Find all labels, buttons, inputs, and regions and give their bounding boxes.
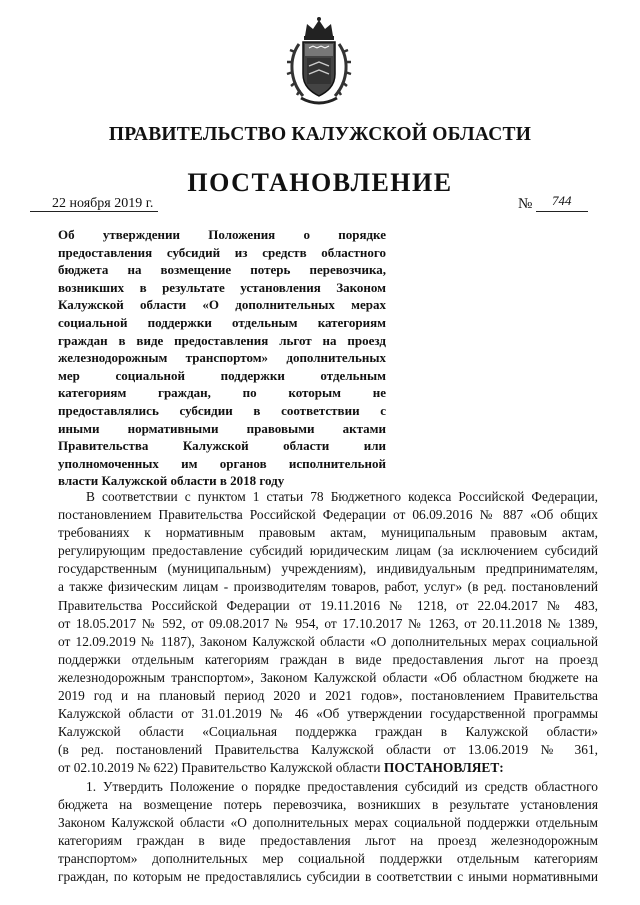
body-line-final-clause [58, 759, 598, 777]
body-line: категориям граждан в виде предоставления льгот на проезд железнодорожным [58, 832, 598, 848]
body-line: Правительства Российской Федерации от 19.11.2016 № 1218, от 22.04.2017 № 483, [58, 597, 598, 613]
title-line: власти Калужской области в 2018 году [58, 473, 285, 489]
body-line: постановлением Правительства Российской Федерации от 06.09.2016 № 887 «Об общих [58, 507, 598, 523]
body-line: железнодорожным транспортом», Законом Калужской области «Об областном бюджете на [58, 669, 598, 685]
body-line: от 18.05.2017 № 592, от 09.08.2017 № 954, от 17.10.2017 № 1263, от 20.11.2018 № 1389, [58, 615, 598, 631]
title-line: возникших в результате установления Законом [58, 279, 386, 295]
title-line: категориям граждан, по которым не [58, 385, 386, 401]
body-line: 1. Утвердить Положение о порядке предоставления субсидий из средств областного [86, 778, 598, 794]
title-line: иными нормативными правовыми актами [58, 420, 386, 436]
body-line: граждан, по которым не предоставлялись субсидии в соответствии с иными нормативными [58, 868, 598, 884]
title-line: бюджета на возмещение потерь перевозчика, [58, 262, 386, 278]
title-line: Об утверждении Положения о порядке [58, 227, 386, 242]
title-line: предоставлялись субсидии в соответствии с [58, 402, 386, 418]
number-underline [536, 211, 588, 212]
body-line: а также физическим лицам - производителям товаров, работ, услуг» (в ред. постановлений [58, 579, 598, 595]
body-line: от 12.09.2019 № 1187), Законом Калужской области «О дополнительных мерах социальной [58, 633, 598, 649]
title-line: граждан в виде предоставления льгот на проезд [58, 332, 386, 348]
body-line: поддержки отдельным категориям граждан в виде предоставления льгот на проезд [58, 651, 598, 667]
body-line: бюджета на возмещение потерь перевозчика, возникших в результате установления [58, 796, 598, 812]
date-underline [30, 211, 158, 212]
title-line: мер социальной поддержки отдельным [58, 367, 386, 383]
decree-word: ПОСТАНОВЛЯЕТ: [383, 760, 504, 776]
body-line: регулирующим предоставление субсидий юридическим лицам (за исключением субсидий [58, 543, 598, 559]
title-line: предоставления субсидий из средств областного [58, 244, 386, 260]
body-line: требованиях к нормативным правовым актам, муниципальным правовым актам, [58, 525, 598, 541]
title-line: уполномоченных им органов исполнительной [58, 455, 386, 471]
title-line: железнодорожным транспортом» дополнительных [58, 350, 386, 366]
body-line-text: от 02.10.2019 № 622) Правительство Калужской области [58, 760, 381, 776]
document-number: 744 [552, 193, 572, 208]
title-line: социальной поддержки отдельным категориям [58, 314, 386, 330]
body-line: Калужской области «Социальная поддержка граждан в Калужской области» [58, 724, 598, 740]
document-body [58, 488, 598, 886]
body-line: транспортом» дополнительных мер социальной поддержки отдельным категориям [58, 850, 598, 866]
body-line: Калужской области от 31.01.2019 № 46 «Об утверждении государственной программы [58, 706, 598, 722]
body-line: (в ред. постановлений Правительства Калужской области от 13.06.2019 № 361, [58, 742, 598, 758]
document-date: 22 ноября 2019 г. [52, 196, 154, 211]
document-number-label: № [518, 196, 533, 212]
title-line: Калужской области «О дополнительных мерах [58, 297, 386, 313]
organization-name: ПРАВИТЕЛЬСТВО КАЛУЖСКОЙ ОБЛАСТИ [108, 124, 532, 145]
document-type: ПОСТАНОВЛЕНИЕ [187, 168, 453, 197]
body-line: В соответствии с пунктом 1 статьи 78 Бюджетного кодекса Российской Федерации, [86, 489, 598, 504]
document-title [58, 226, 386, 490]
kaluga-coat-of-arms-icon [285, 14, 353, 108]
title-line: Правительства Калужской области или [58, 438, 386, 454]
body-line: 2019 год и на плановый период 2020 и 2021 годов», постановлением Правительства [58, 688, 598, 704]
body-line: Законом Калужской области «О дополнительных мерах социальной поддержки отдельным [58, 814, 598, 830]
body-line: государственным (муниципальным) учреждениям), индивидуальным предпринимателям, [58, 561, 598, 577]
